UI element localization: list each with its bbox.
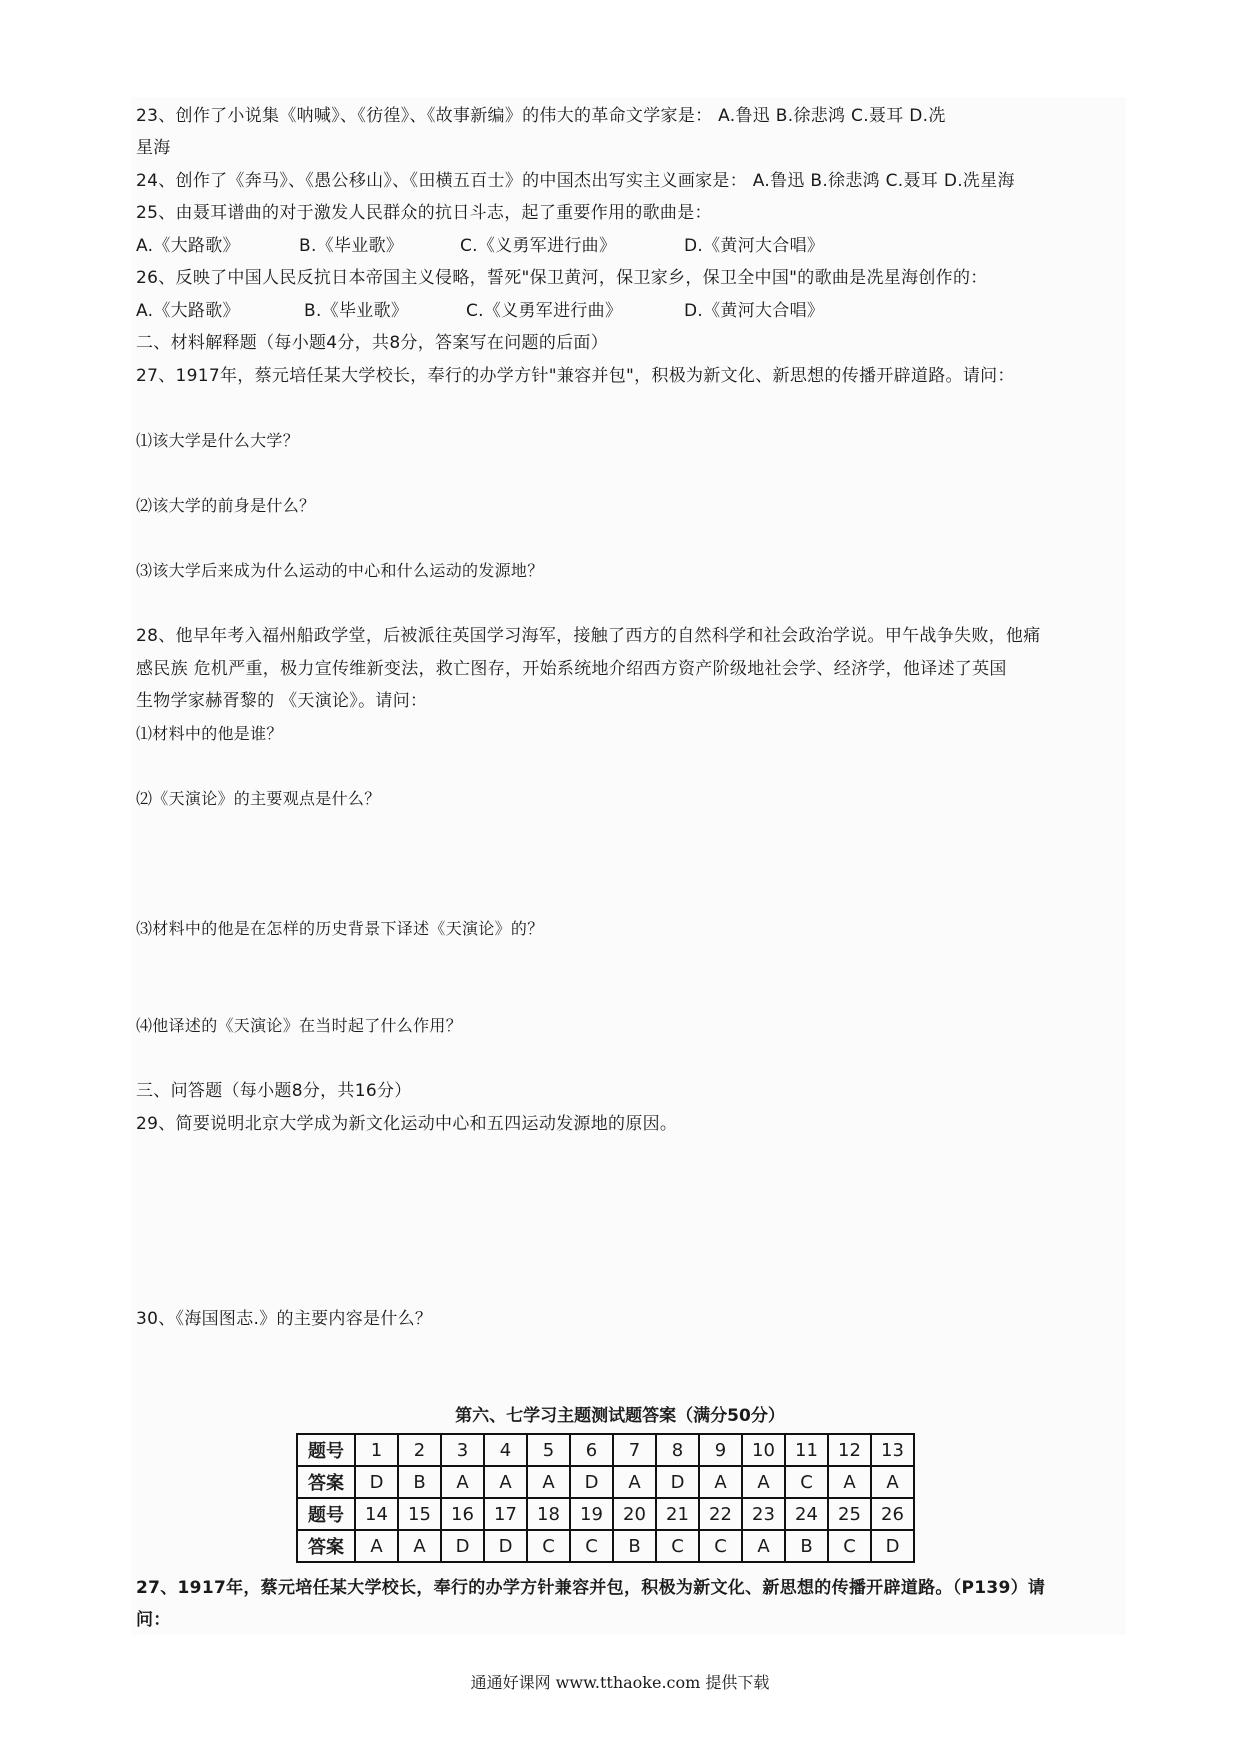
question-26-options	[136, 295, 1121, 327]
question-28-line-1: 28、他早年考入福州船政学堂，后被派往英国学习海军，接触了西方的自然科学和社会政治学说。甲午战争失败，他痛	[136, 626, 1041, 646]
answer-key-title: 第六、七学习主题测试题答案（满分50分）	[455, 1406, 785, 1426]
option-b: B.《毕业歌》	[299, 236, 404, 256]
table-cell: 16	[441, 1498, 484, 1530]
question-25: 25、由聂耳谱曲的对于激发人民群众的抗日斗志，起了重要作用的歌曲是：	[136, 203, 712, 223]
table-cell: 6	[570, 1434, 613, 1466]
table-cell: 24	[785, 1498, 828, 1530]
table-cell: C	[785, 1466, 828, 1498]
row-label: 题号	[297, 1498, 355, 1530]
answer-27-line-1: 27、1917年，蔡元培任某大学校长，奉行的办学方针兼容并包，积极为新文化、新思想的传播开辟道路。（P139）请	[136, 1578, 1046, 1598]
table-cell: 23	[742, 1498, 785, 1530]
table-cell: A	[527, 1466, 570, 1498]
question-28-sub-1: ⑴材料中的他是谁？	[136, 724, 283, 743]
table-cell: C	[699, 1530, 742, 1562]
table-cell: D	[570, 1466, 613, 1498]
table-row	[297, 1530, 914, 1562]
option-d: D.《黄河大合唱》	[684, 236, 825, 256]
table-cell: 9	[699, 1434, 742, 1466]
table-cell: 25	[828, 1498, 871, 1530]
table-cell: 17	[484, 1498, 527, 1530]
table-cell: C	[828, 1530, 871, 1562]
question-25-options	[136, 230, 1121, 262]
table-cell: 15	[398, 1498, 441, 1530]
table-cell: 13	[871, 1434, 914, 1466]
table-cell: A	[613, 1466, 656, 1498]
question-30: 30、《海国图志.》的主要内容是什么？	[136, 1309, 433, 1329]
row-label: 题号	[297, 1434, 355, 1466]
question-27: 27、1917年，蔡元培任某大学校长，奉行的办学方针"兼容并包"，积极为新文化、新思想的传播开辟道路。请问：	[136, 366, 1015, 386]
table-cell: A	[355, 1530, 398, 1562]
table-cell: C	[570, 1530, 613, 1562]
question-26: 26、反映了中国人民反抗日本帝国主义侵略，誓死"保卫黄河，保卫家乡，保卫全中国"的歌曲是冼星海创作的：	[136, 268, 988, 288]
table-cell: 19	[570, 1498, 613, 1530]
answer-table	[296, 1433, 915, 1563]
question-27-sub-2: ⑵该大学的前身是什么？	[136, 496, 316, 515]
table-cell: 1	[355, 1434, 398, 1466]
table-cell: 2	[398, 1434, 441, 1466]
table-cell: 26	[871, 1498, 914, 1530]
question-28-line-2: 感民族 危机严重，极力宣传维新变法，救亡图存，开始系统地介绍西方资产阶级地社会学、经济学，他译述了英国	[136, 659, 1007, 679]
question-27-sub-3: ⑶该大学后来成为什么运动的中心和什么运动的发源地？	[136, 561, 544, 580]
question-23-line-1: 23、创作了小说集《呐喊》、《彷徨》、《故事新编》的伟大的革命文学家是： A.鲁迅 B.徐悲鸿 C.聂耳 D.冼	[136, 106, 946, 126]
table-cell: A	[742, 1530, 785, 1562]
table-cell: A	[828, 1466, 871, 1498]
question-28-sub-4: ⑷他译述的《天演论》在当时起了什么作用？	[136, 1016, 463, 1035]
table-cell: B	[613, 1530, 656, 1562]
table-cell: D	[484, 1530, 527, 1562]
table-cell: 22	[699, 1498, 742, 1530]
table-cell: C	[656, 1530, 699, 1562]
option-b: B.《毕业歌》	[304, 301, 409, 321]
table-cell: 12	[828, 1434, 871, 1466]
option-a: A.《大路歌》	[136, 301, 240, 321]
table-cell: 11	[785, 1434, 828, 1466]
row-label: 答案	[297, 1466, 355, 1498]
table-cell: D	[871, 1530, 914, 1562]
question-28-line-3: 生物学家赫胥黎的 《天演论》。请问：	[136, 691, 428, 711]
table-cell: A	[871, 1466, 914, 1498]
question-28-sub-2: ⑵《天演论》的主要观点是什么？	[136, 789, 381, 808]
table-cell: 21	[656, 1498, 699, 1530]
question-23-line-2: 星海	[136, 138, 171, 158]
table-row	[297, 1498, 914, 1530]
answer-27-line-2: 问：	[136, 1610, 171, 1630]
question-27-sub-1: ⑴该大学是什么大学？	[136, 431, 300, 450]
option-c: C.《义勇军进行曲》	[466, 301, 623, 321]
table-cell: 14	[355, 1498, 398, 1530]
question-24: 24、创作了《奔马》、《愚公移山》、《田横五百士》的中国杰出写实主义画家是： A.鲁迅 B.徐悲鸿 C.聂耳 D.冼星海	[136, 171, 1015, 191]
table-cell: 7	[613, 1434, 656, 1466]
table-cell: A	[398, 1530, 441, 1562]
option-d: D.《黄河大合唱》	[684, 301, 825, 321]
row-label: 答案	[297, 1530, 355, 1562]
question-28-sub-3: ⑶材料中的他是在怎样的历史背景下译述《天演论》的？	[136, 919, 544, 938]
table-row	[297, 1434, 914, 1466]
table-cell: B	[398, 1466, 441, 1498]
table-cell: D	[355, 1466, 398, 1498]
table-cell: 3	[441, 1434, 484, 1466]
table-cell: 5	[527, 1434, 570, 1466]
table-cell: D	[656, 1466, 699, 1498]
footer-credit: 通通好课网 www.tthaoke.com 提供下载	[470, 1673, 770, 1692]
table-cell: 4	[484, 1434, 527, 1466]
table-cell: 8	[656, 1434, 699, 1466]
table-cell: 10	[742, 1434, 785, 1466]
question-29: 29、简要说明北京大学成为新文化运动中心和五四运动发源地的原因。	[136, 1114, 678, 1134]
table-cell: A	[441, 1466, 484, 1498]
table-cell: A	[699, 1466, 742, 1498]
option-c: C.《义勇军进行曲》	[460, 236, 617, 256]
table-row	[297, 1466, 914, 1498]
option-a: A.《大路歌》	[136, 236, 240, 256]
table-cell: 20	[613, 1498, 656, 1530]
table-cell: A	[484, 1466, 527, 1498]
section-3-heading: 三、问答题（每小题8分，共16分）	[136, 1081, 412, 1101]
table-cell: D	[441, 1530, 484, 1562]
table-cell: B	[785, 1530, 828, 1562]
table-cell: 18	[527, 1498, 570, 1530]
table-cell: C	[527, 1530, 570, 1562]
section-2-heading: 二、材料解释题（每小题4分，共8分，答案写在问题的后面）	[136, 333, 609, 353]
table-cell: A	[742, 1466, 785, 1498]
